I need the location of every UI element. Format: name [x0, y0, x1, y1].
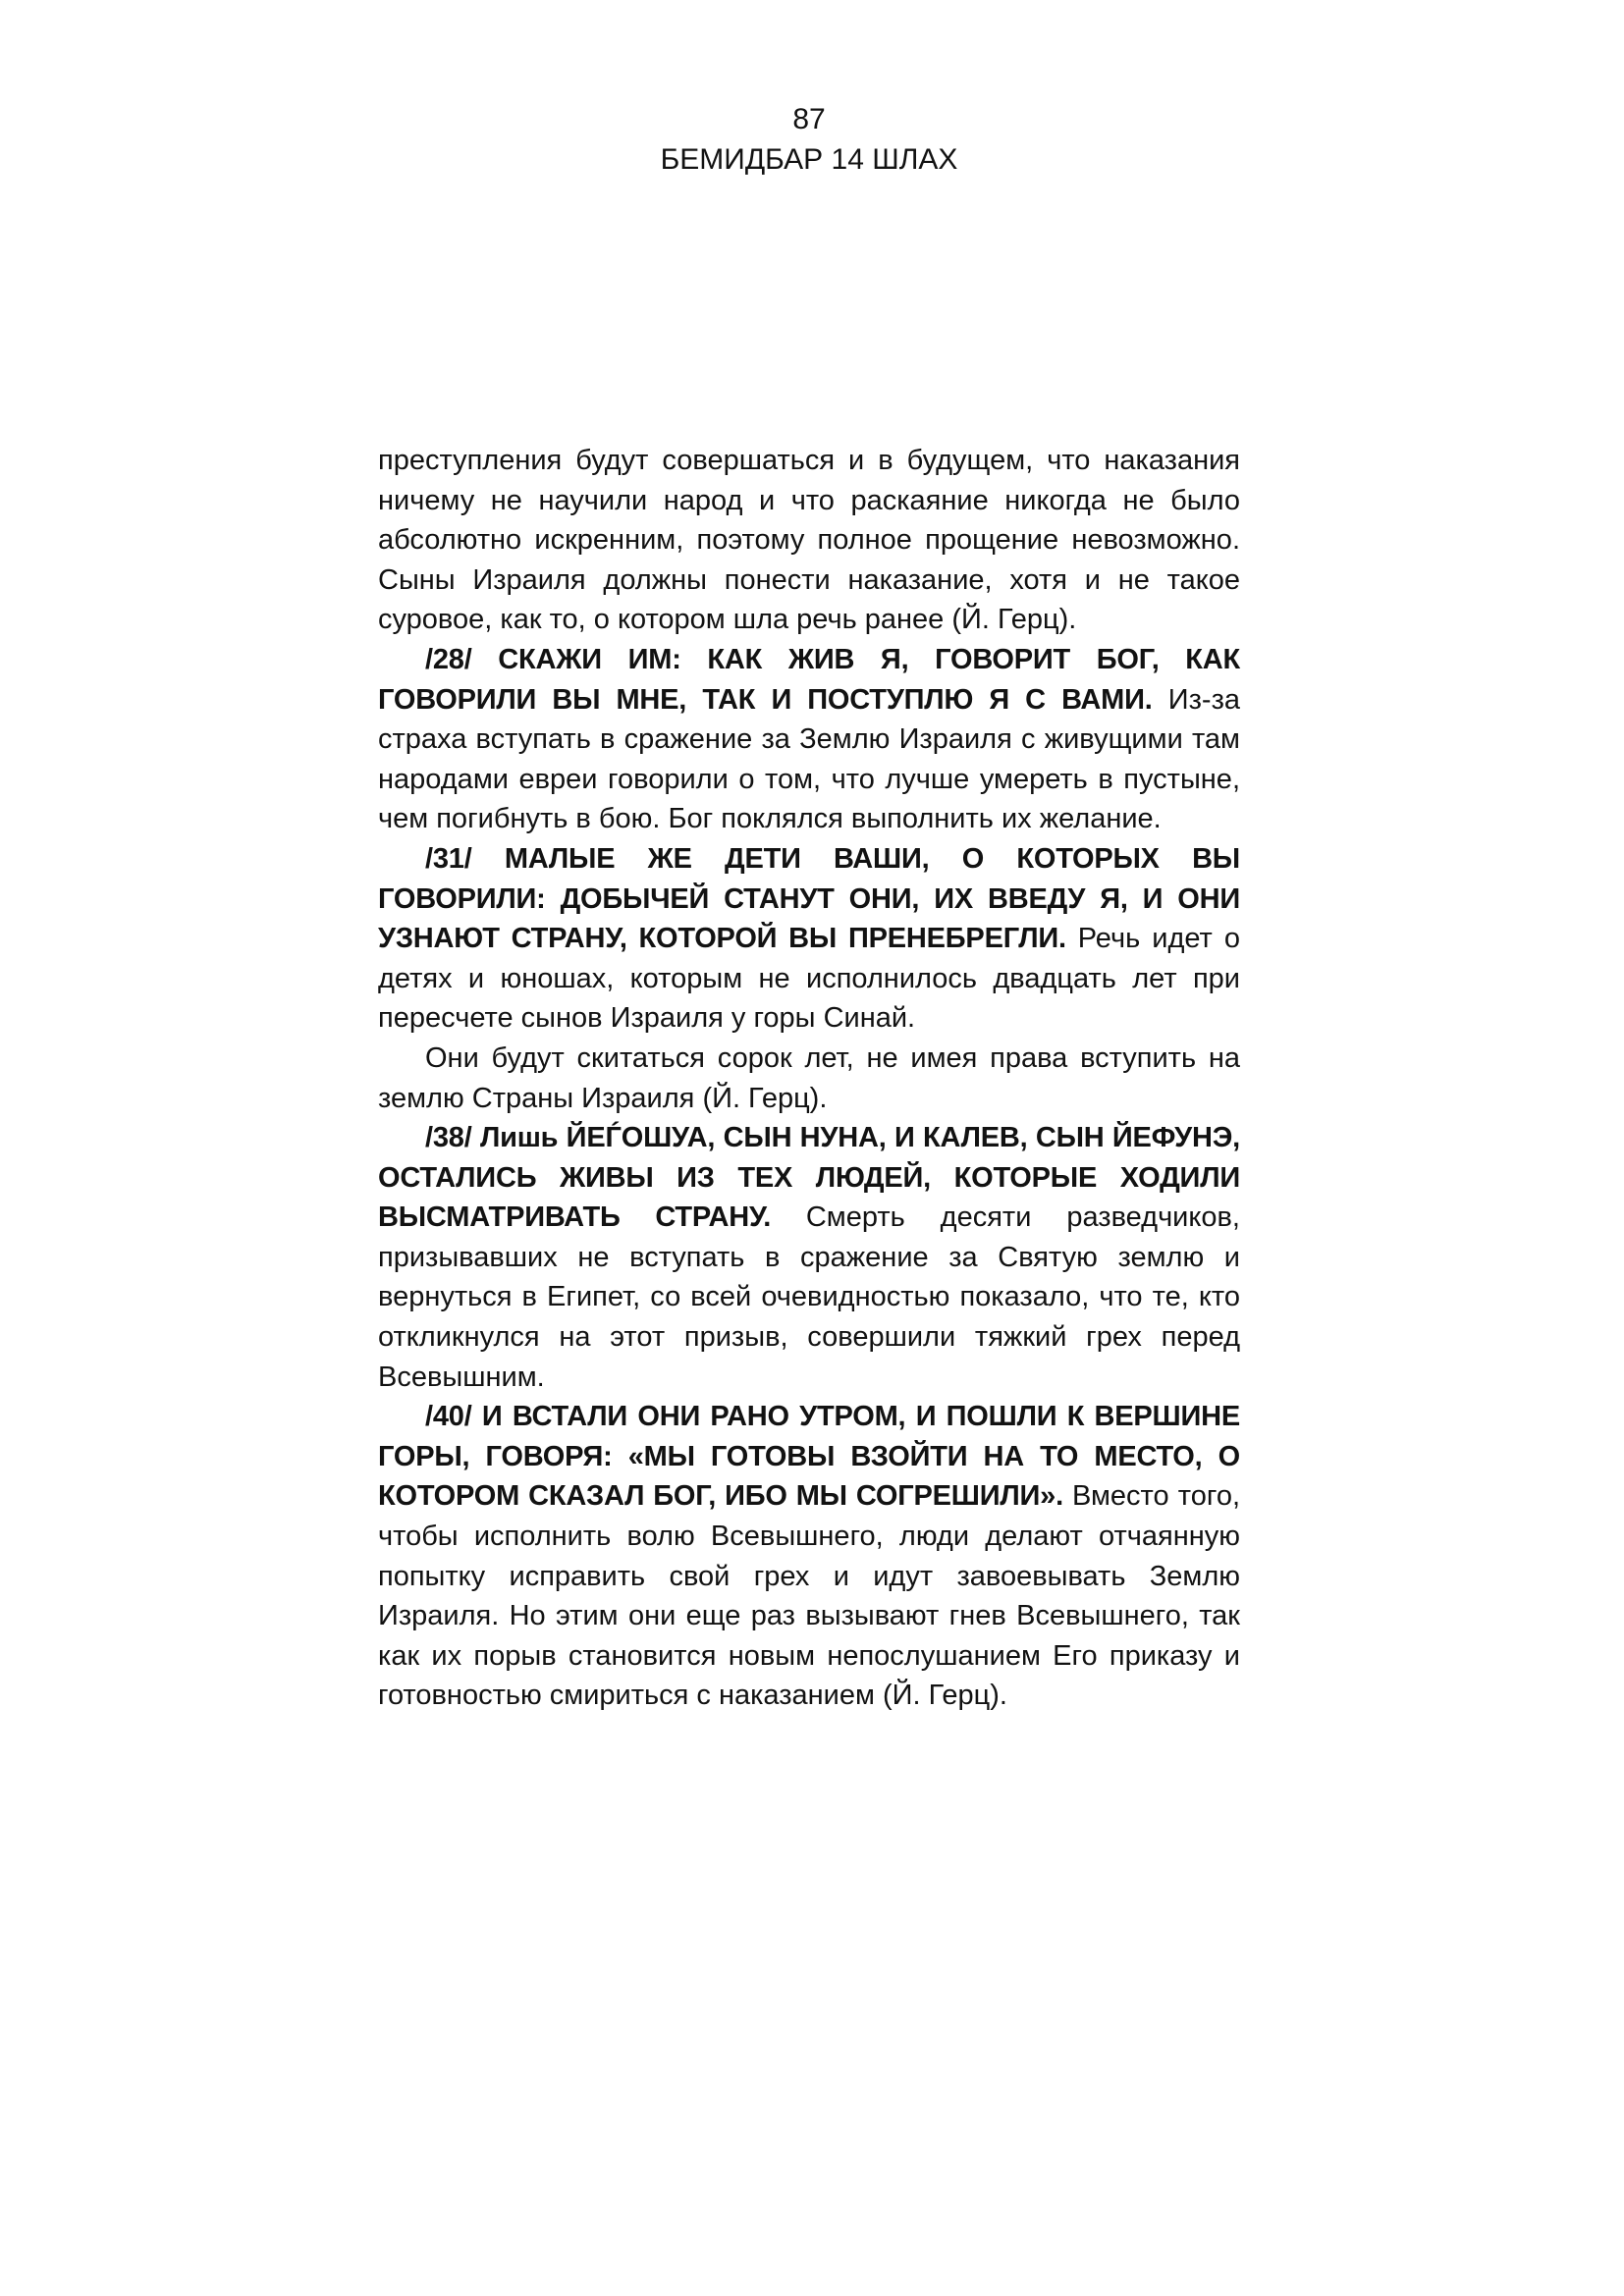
- paragraph: [378, 640, 1240, 839]
- commentary-text: Вместо того, чтобы исполнить волю Всевышнего, люди делают отчаянную попытку исправить свой грех и идут завоевывать Землю Израиля. Но этим они еще раз вызывают гнев Всевышнего, так как их порыв становится новым непослушанием Его приказу и готовностью смириться с наказанием (Й. Герц).: [378, 1480, 1241, 1712]
- commentary-text: Смерть десяти разведчиков, призывавших не вступать в сражение за Святую землю и вернуться в Египет, со всей очевидностью показало, что те, кто откликнулся на этот призыв, совершили тяжкий грех перед Всевышним.: [378, 1201, 1240, 1393]
- paragraph: [378, 441, 1240, 640]
- commentary-text: Они будут скитаться сорок лет, не имея права вступить на землю Страны Израиля (Й. Герц).: [378, 1041, 1240, 1114]
- verse-heading: /40/ И ВСТАЛИ ОНИ РАНО УТРОМ, И ПОШЛИ К ВЕРШИНЕ ГОРЫ, ГОВОРЯ: «МЫ ГОТОВЫ ВЗОЙТИ НА ТО МЕСТО, О КОТОРОМ СКАЗАЛ БОГ, ИБО МЫ СОГРЕШИЛИ».: [378, 1401, 1240, 1513]
- commentary-text: преступления будут совершаться и в будущем, что наказания ничему не научили народ и что раскаяние никогда не было абсолютно искренним, поэтому полное прощение невозможно. Сыны Израиля должны понести наказание, хотя и не такое суровое, как то, о котором шла речь ранее (Й. Герц).: [378, 445, 1240, 636]
- verse-heading: /28/ СКАЖИ ИМ: КАК ЖИВ Я, ГОВОРИТ БОГ, КАК ГОВОРИЛИ ВЫ МНЕ, ТАК И ПОСТУПЛЮ Я С ВАМИ.: [378, 643, 1240, 716]
- verse-heading: /31/ МАЛЫЕ ЖЕ ДЕТИ ВАШИ, О КОТОРЫХ ВЫ ГОВОРИЛИ: ДОБЫЧЕЙ СТАНУТ ОНИ, ИХ ВВЕДУ Я, И ОНИ УЗНАЮТ СТРАНУ, КОТОРОЙ ВЫ ПРЕНЕБРЕГЛИ.: [378, 842, 1240, 955]
- page-body: [378, 441, 1240, 1716]
- page-number: 87: [792, 103, 826, 135]
- paragraph: [378, 1039, 1240, 1118]
- verse-heading: /38/ Лишь ЙЕЃОШУА, СЫН НУНА, И КАЛЕВ, СЫН ЙЕФУНЭ, ОСТАЛИСЬ ЖИВЫ ИЗ ТЕХ ЛЮДЕЙ, КОТОРЫЕ ХОДИЛИ ВЫСМАТРИВАТЬ СТРАНУ.: [378, 1122, 1240, 1234]
- page-header: [378, 99, 1240, 180]
- paragraph: [378, 1118, 1240, 1397]
- commentary-text: Речь идет о детях и юношах, которым не исполнилось двадцать лет при пересчете сынов Израиля у горы Синай.: [378, 923, 1240, 1035]
- commentary-text: Из-за страха вступать в сражение за Землю Израиля с живущими там народами евреи говорили о том, что лучше умереть в пустыне, чем погибнуть в бою. Бог поклялся выполнить их желание.: [378, 683, 1240, 835]
- paragraph: [378, 1397, 1240, 1716]
- paragraph: [378, 839, 1240, 1039]
- page-header-title: БЕМИДБАР 14 ШЛАХ: [660, 143, 958, 176]
